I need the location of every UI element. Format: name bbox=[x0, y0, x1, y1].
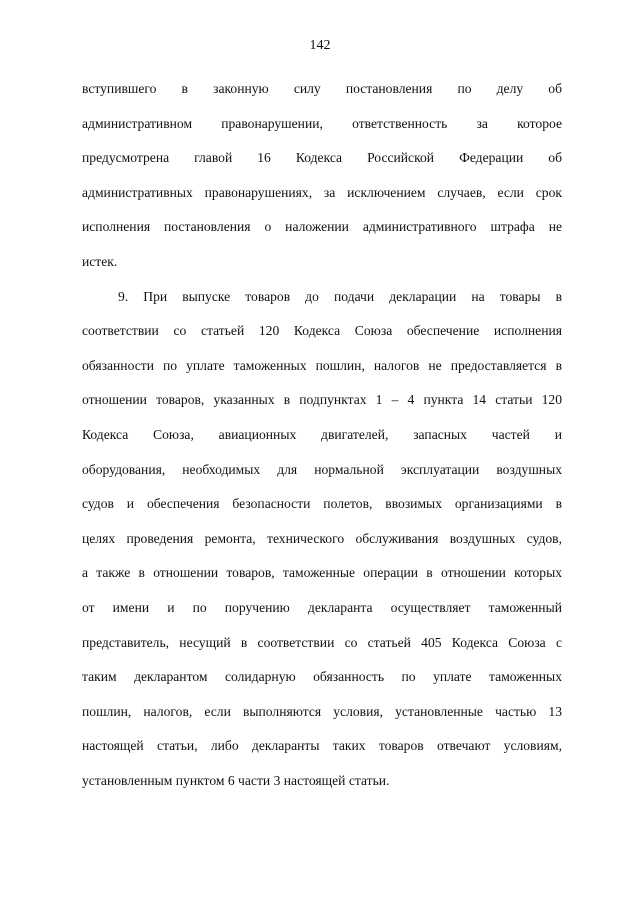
text-line: административном правонарушении, ответственность за которое bbox=[82, 115, 562, 131]
text-line: а также в отношении товаров, таможенные операции в отношении которых bbox=[82, 565, 562, 581]
page-number: 142 bbox=[309, 38, 331, 53]
text-line: истек. bbox=[82, 253, 118, 269]
document-body bbox=[82, 72, 562, 798]
text-line: исполнения постановления о наложении административного штрафа не bbox=[82, 219, 562, 235]
text-line: от имени и по поручению декларанта осуществляет таможенный bbox=[82, 599, 562, 615]
text-line: предусмотрена главой 16 Кодекса Российской Федерации об bbox=[82, 150, 562, 166]
text-line: таким декларантом солидарную обязанность по уплате таможенных bbox=[82, 669, 562, 685]
text-line: представитель, несущий в соответствии со статьей 405 Кодекса Союза с bbox=[82, 634, 562, 650]
text-line: Кодекса Союза, авиационных двигателей, запасных частей и bbox=[82, 426, 562, 442]
text-line: вступившего в законную силу постановления по делу об bbox=[82, 81, 562, 96]
text-line: соответствии со статьей 120 Кодекса Союза обеспечение исполнения bbox=[82, 323, 562, 339]
paragraph-start-line: 9. При выпуске товаров до подачи декларации на товары в bbox=[118, 288, 562, 304]
text-line: отношении товаров, указанных в подпунктах 1 – 4 пункта 14 статьи 120 bbox=[82, 392, 562, 408]
text-line: судов и обеспечения безопасности полетов, ввозимых организациями в bbox=[82, 496, 562, 512]
text-line: оборудования, необходимых для нормальной эксплуатации воздушных bbox=[82, 461, 562, 477]
text-line: пошлин, налогов, если выполняются условия, установленные частью 13 bbox=[82, 703, 562, 719]
text-line: административных правонарушениях, за исключением случаев, если срок bbox=[82, 184, 562, 200]
text-line: целях проведения ремонта, технического обслуживания воздушных судов, bbox=[82, 530, 562, 546]
text-line: обязанности по уплате таможенных пошлин, налогов не предоставляется в bbox=[82, 357, 562, 373]
text-line: настоящей статьи, либо декларанты таких товаров отвечают условиям, bbox=[82, 738, 562, 754]
text-line: установленным пунктом 6 части 3 настоящей статьи. bbox=[82, 772, 390, 788]
